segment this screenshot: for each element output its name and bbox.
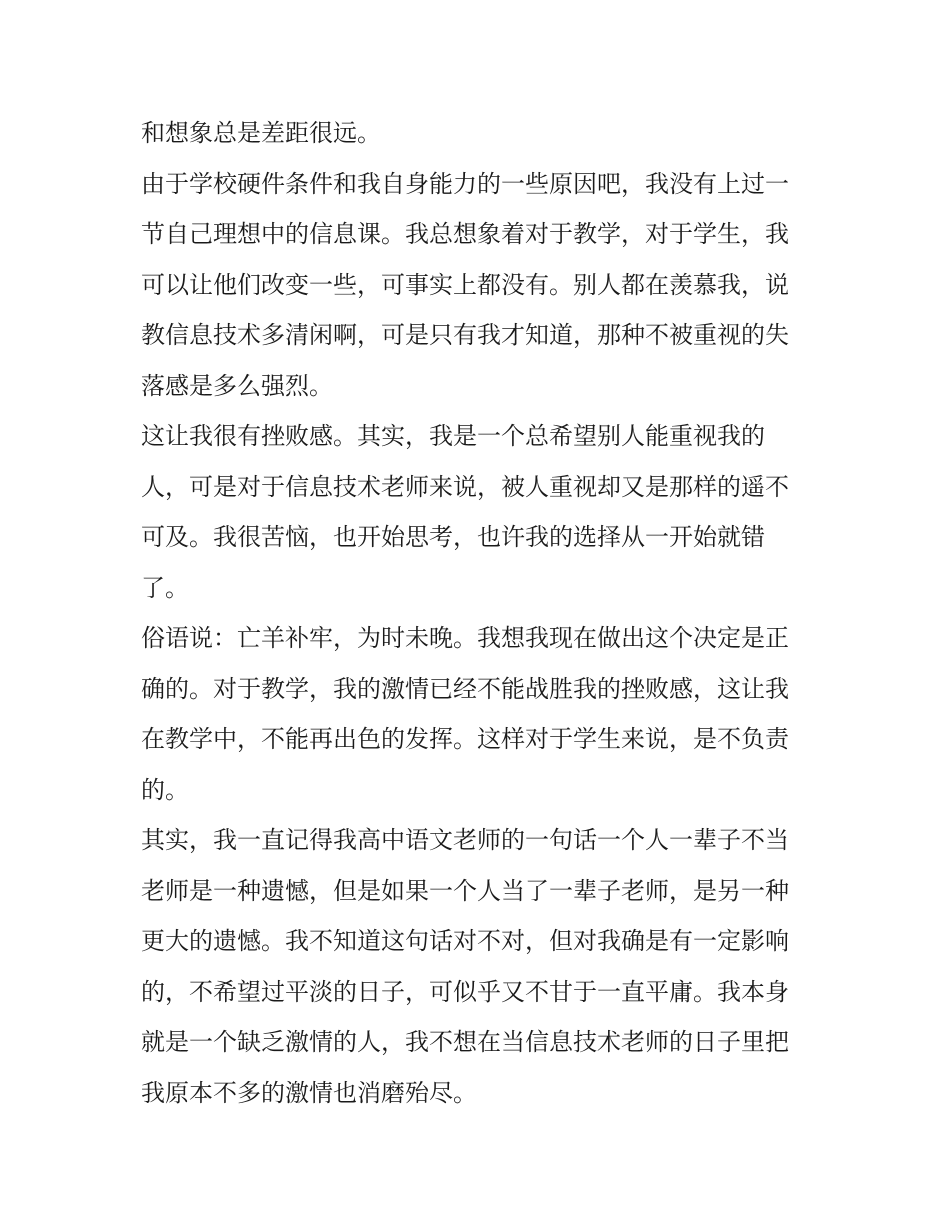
- text-line: 就是一个缺乏激情的人，我不想在当信息技术老师的日子里把: [141, 1028, 789, 1056]
- text-line: 老师是一种遗憾，但是如果一个人当了一辈子老师，是另一种: [141, 876, 789, 905]
- text-line: 更大的遗憾。我不知道这句话对不对，但对我确是有一定影响: [141, 927, 789, 955]
- text-line: 了。: [141, 573, 189, 602]
- paragraph: [141, 411, 813, 613]
- text-line: 可以让他们改变一些，可事实上都没有。别人都在羡慕我，说: [141, 270, 789, 299]
- paragraph: [141, 108, 813, 159]
- text-line: 的。: [141, 775, 189, 804]
- paragraph: [141, 613, 813, 815]
- text-line: 人，可是对于信息技术老师来说，被人重视却又是那样的遥不: [141, 472, 789, 501]
- text-line: 的，不希望过平淡的日子，可似乎又不甘于一直平庸。我本身: [141, 977, 789, 1006]
- text-line: 我原本不多的激情也消磨殆尽。: [141, 1078, 477, 1107]
- text-line: 确的。对于教学，我的激情已经不能战胜我的挫败感，这让我: [141, 674, 789, 703]
- text-line: 俗语说：亡羊补牢，为时未晚。我想我现在做出这个决定是正: [141, 624, 789, 652]
- text-line: 教信息技术多清闲啊，可是只有我才知道，那种不被重视的失: [141, 321, 789, 349]
- text-line: 这让我很有挫败感。其实，我是一个总希望别人能重视我的: [141, 422, 765, 450]
- text-line: 其实，我一直记得我高中语文老师的一句话一个人一辈子不当: [141, 826, 789, 854]
- text-line: 节自己理想中的信息课。我总想象着对于教学，对于学生，我: [141, 220, 789, 248]
- paragraph: [141, 159, 813, 412]
- text-line: 由于学校硬件条件和我自身能力的一些原因吧，我没有上过一: [141, 169, 789, 198]
- text-line: 和想象总是差距很远。: [141, 119, 381, 147]
- document-body: [141, 108, 813, 1118]
- text-line: 在教学中，不能再出色的发挥。这样对于学生来说，是不负责: [141, 725, 789, 753]
- text-line: 可及。我很苦恼，也开始思考，也许我的选择从一开始就错: [141, 523, 765, 551]
- paragraph: [141, 815, 813, 1118]
- text-line: 落感是多么强烈。: [141, 371, 333, 400]
